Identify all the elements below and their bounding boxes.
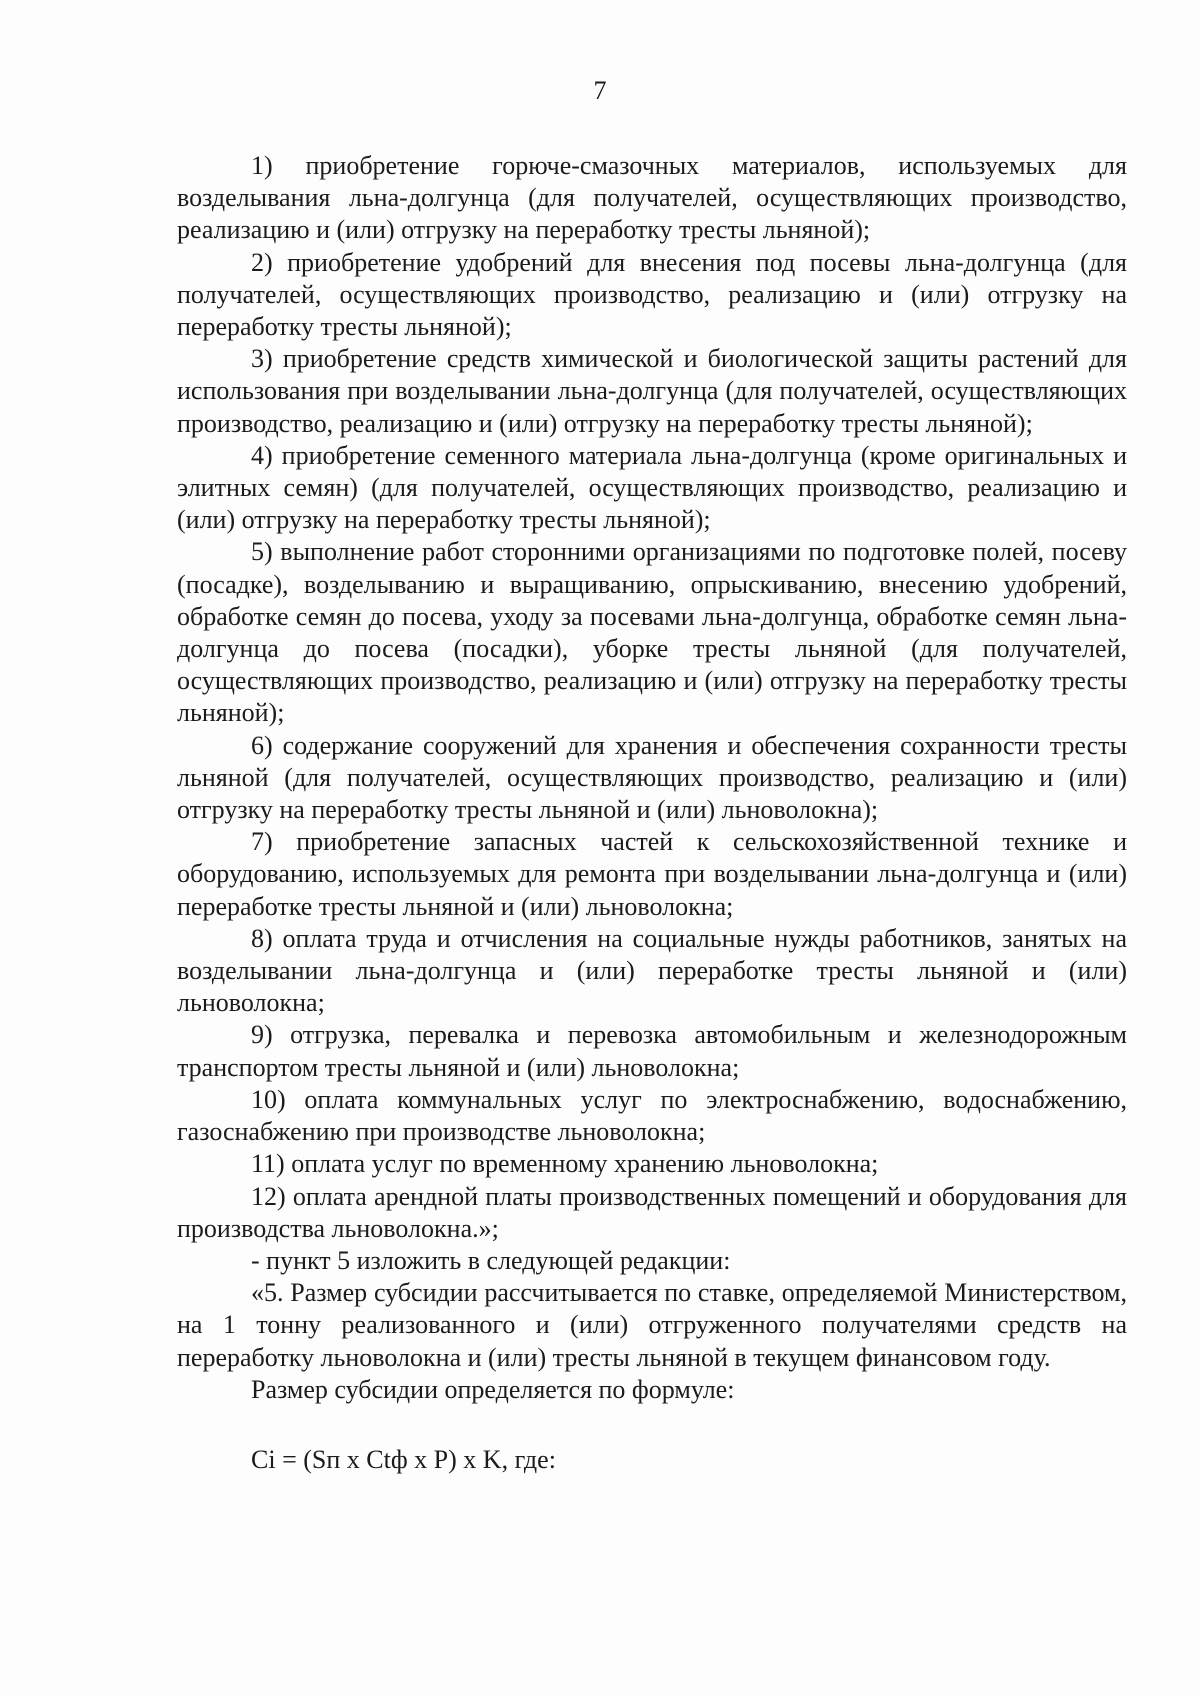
clause-5-text: «5. Размер субсидии рассчитывается по ставке, определяемой Министерством, на 1 тонну реализованного и (или) отгруженного получателями средств на переработку льноволокна и (или) тресты льняной в текущем финансовом году. bbox=[177, 1278, 1127, 1372]
subsidy-formula: Ci = (Sп x Ctф x P) x K, где: bbox=[251, 1444, 556, 1474]
amendment-instruction: - пункт 5 изложить в следующей редакции: bbox=[251, 1245, 731, 1275]
list-item-3: 3) приобретение средств химической и биологической защиты растений для использования при возделывании льна-долгунца (для получателей, осуществляющих производство, реализацию и (или) отгрузку на переработку тресты льняной); bbox=[177, 344, 1127, 438]
list-item-7: 7) приобретение запасных частей к сельскохозяйственной технике и оборудованию, используемых для ремонта при возделывании льна-долгунца и (или) переработке тресты льняной и (или) льноволокна; bbox=[177, 827, 1127, 921]
list-item-8: 8) оплата труда и отчисления на социальные нужды работников, занятых на возделывании льна-долгунца и (или) переработке тресты льняной и (или) льноволокна; bbox=[177, 923, 1127, 1018]
list-item-1: 1) приобретение горюче-смазочных материалов, используемых для возделывания льна-долгунца (для получателей, осуществляющих производство, реализацию и (или) отгрузку на переработку тресты льняной); bbox=[177, 151, 1127, 245]
list-item-6: 6) содержание сооружений для хранения и обеспечения сохранности тресты льняной (для получателей, осуществляющих производство, реализацию и (или) отгрузку на переработку тресты льняной и (или) льноволокна); bbox=[177, 730, 1127, 825]
list-item-5: 5) выполнение работ сторонними организациями по подготовке полей, посеву (посадке), возделыванию и выращиванию, опрыскиванию, внесению удобрений, обработке семян до посева, уходу за посевами льна-долгунца, обработке семян льна-долгунца до посева (посадки), уборке тресты льняной (для получателей, осуществляющих производство, реализацию и (или) отгрузку на переработку тресты льняной); bbox=[177, 537, 1127, 728]
list-item-12: 12) оплата арендной платы производственных помещений и оборудования для производства льноволокна.»; bbox=[177, 1181, 1127, 1243]
list-item-4: 4) приобретение семенного материала льна-долгунца (кроме оригинальных и элитных семян) (для получателей, осуществляющих производство, реализацию и (или) отгрузку на переработку тресты льняной); bbox=[177, 440, 1127, 535]
page-number: 7 bbox=[593, 76, 607, 105]
list-item-11: 11) оплата услуг по временному хранению льноволокна; bbox=[251, 1149, 879, 1179]
list-item-10: 10) оплата коммунальных услуг по электроснабжению, водоснабжению, газоснабжению при производстве льноволокна; bbox=[177, 1084, 1127, 1147]
list-item-2: 2) приобретение удобрений для внесения под посевы льна-долгунца (для получателей, осуществляющих производство, реализацию и (или) отгрузку на переработку тресты льняной); bbox=[177, 247, 1127, 342]
document-body bbox=[177, 150, 1127, 1476]
formula-intro: Размер субсидии определяется по формуле: bbox=[251, 1374, 735, 1404]
list-item-9: 9) отгрузка, перевалка и перевозка автомобильным и железнодорожным транспортом тресты льняной и (или) льноволокна; bbox=[177, 1020, 1127, 1082]
spacer bbox=[177, 1406, 1127, 1444]
